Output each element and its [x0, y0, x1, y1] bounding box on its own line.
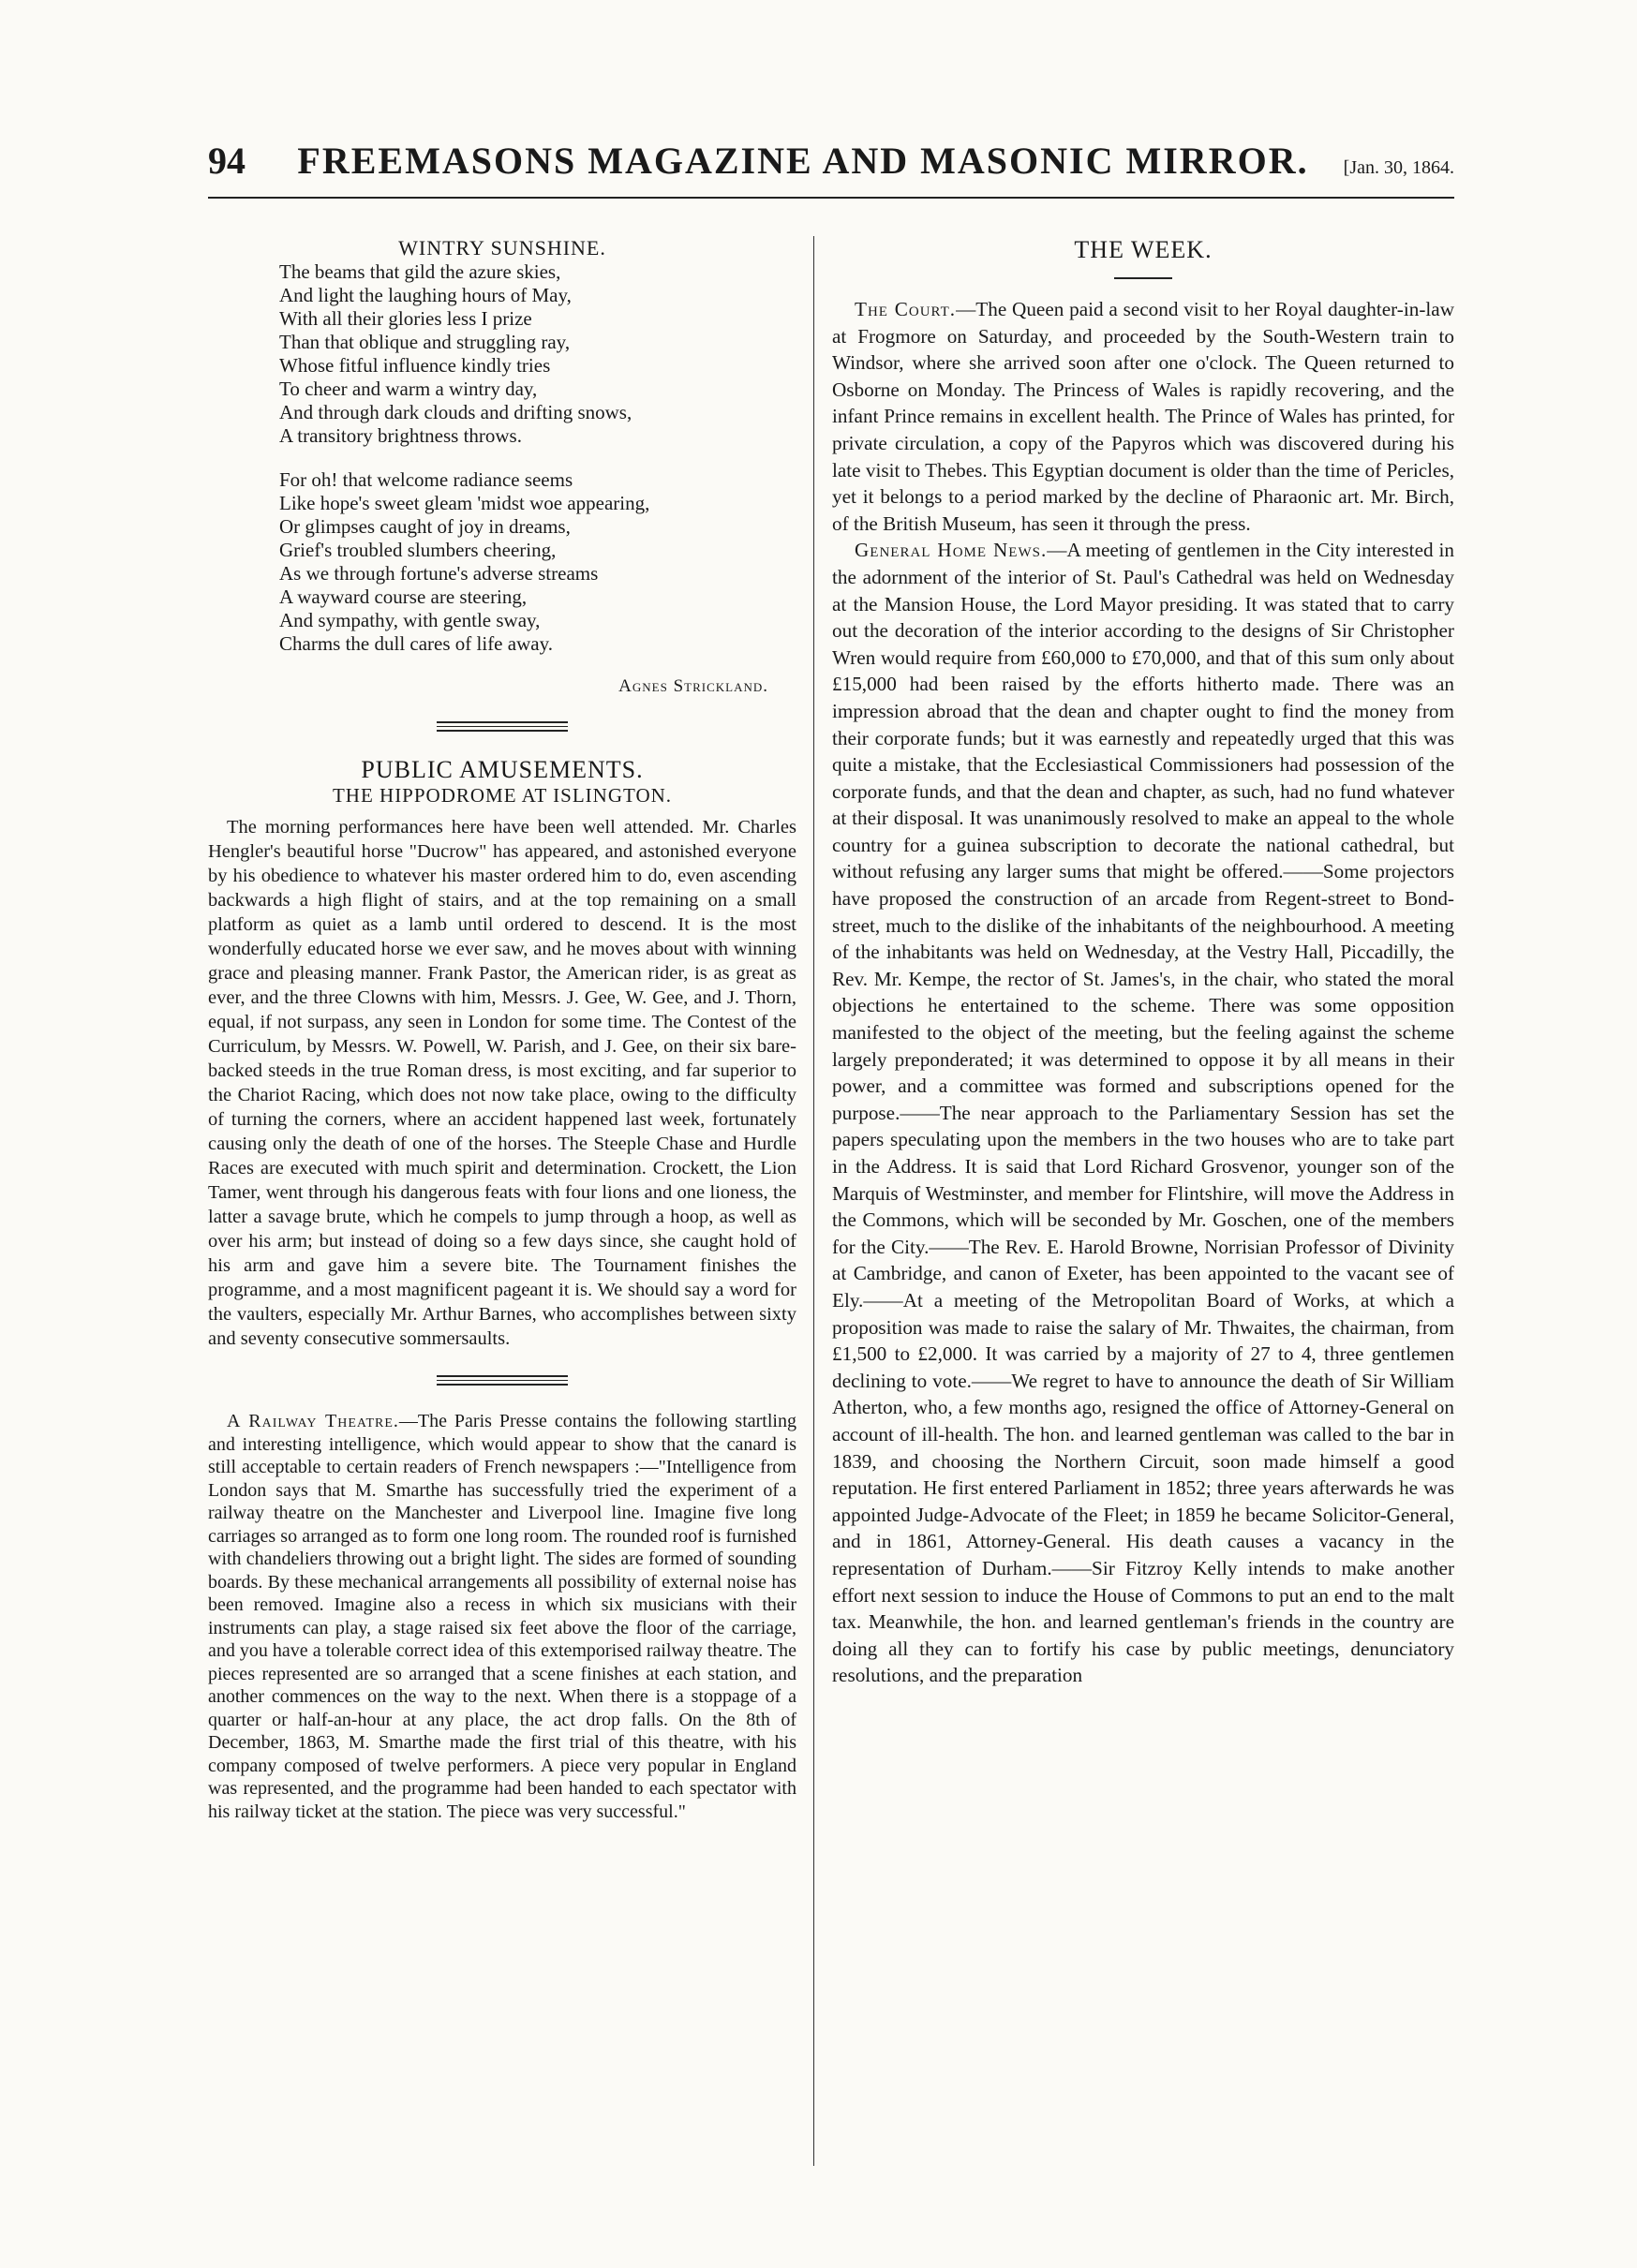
poem [279, 260, 796, 656]
poem-author: Agnes Strickland. [618, 676, 768, 696]
home-news-lead: General Home News. [855, 539, 1048, 562]
poem-stanza [279, 468, 796, 656]
poem-line: And through dark clouds and drifting snows, [279, 401, 632, 423]
poem-line: For oh! that welcome radiance seems [279, 468, 573, 491]
section-ornament [437, 1375, 568, 1386]
section-ornament [437, 721, 568, 732]
court-body: —The Queen paid a second visit to her Royal daughter-in-law at Frogmore on Saturday, and proceeded by the South-Western train to Windsor, where she arrived soon after one o'clock. The Queen returned to Osborne on Monday. The Princess of Wales is rapidly recovering, and the infant Prince remains in excellent health. The Prince of Wales has printed, for private circulation, a copy of the Papyros which was discovered during his late visit to Thebes. This Egyptian document is older than the time of Pericles, yet it belongs to a period marked by the decline of Pharaonic art. Mr. Birch, of the British Museum, has seen it through the press. [832, 298, 1454, 535]
amusements-title: PUBLIC AMUSEMENTS. [361, 756, 644, 783]
masthead-title: FREEMASONS MAGAZINE AND MASONIC MIRROR. [297, 140, 1309, 182]
poem-line: And sympathy, with gentle sway, [279, 609, 541, 631]
right-column [832, 236, 1454, 1689]
page-header [208, 139, 1454, 189]
poem-line: And light the laughing hours of May, [279, 284, 572, 306]
poem-line: As we through fortune's adverse streams [279, 562, 599, 585]
poem-line: Charms the dull cares of life away. [279, 632, 553, 655]
header-rule [208, 197, 1454, 199]
left-column [208, 236, 796, 1823]
poem-line: A transitory brightness throws. [279, 424, 522, 447]
court-paragraph [832, 296, 1454, 537]
railway-lead: A Railway Theatre. [227, 1411, 399, 1431]
column-divider [813, 236, 814, 2166]
amusements-body: The morning performances here have been well attended. Mr. Charles Hengler's beautiful horse "Ducrow" has appeared, and astonished everyone by his obedience to whatever his master ordered him to do, even ascending backwards a high flight of stairs, and at the top remaining on a small platform as quiet as a lamb until ordered to descend. It is the most wonderfully educated horse we ever saw, and he moves about with winning grace and pleasing manner. Frank Pastor, the American rider, is as great as ever, and the three Clowns with him, Messrs. J. Gee, W. Gee, and J. Thorn, equal, if not surpass, any seen in London for some time. The Contest of the Curriculum, by Messrs. W. Powell, W. Parish, and J. Gee, on their six bare-backed steeds in the true Roman dress, is most exciting, and far superior to the Chariot Racing, which does not now take place, owing to the difficulty of turning the corners, where an accident happened last week, fortunately causing only the death of one of the horses. The Steeple Chase and Hurdle Races are executed with much spirit and determination. Crockett, the Lion Tamer, went through his dangerous feats with four lions and one lioness, the latter a savage brute, which he compels to jump through a hoop, as well as over his arm; but instead of doing so a few days since, she caught hold of his arm and gave him a severe bite. The Tournament finishes the programme, and a most magnificent pageant it is. We should say a word for the vaulters, especially Mr. Arthur Barnes, who accomplishes between sixty and seventy consecutive sommersaults. [208, 817, 796, 1349]
home-news-paragraph [832, 537, 1454, 1689]
poem-line: Whose fitful influence kindly tries [279, 354, 551, 377]
poem-line: A wayward course are steering, [279, 586, 528, 608]
poem-line: Grief's troubled slumbers cheering, [279, 539, 557, 561]
poem-line: With all their glories less I prize [279, 307, 532, 330]
poem-stanza [279, 260, 796, 448]
poem-line: Than that oblique and struggling ray, [279, 331, 571, 353]
amusements-subtitle: THE HIPPODROME AT ISLINGTON. [332, 784, 673, 807]
week-rule [1114, 277, 1172, 279]
week-title: THE WEEK. [1074, 236, 1213, 263]
page-number: 94 [208, 140, 246, 182]
poem-line: Or glimpses caught of joy in dreams, [279, 515, 571, 538]
poem-title: WINTRY SUNSHINE. [398, 236, 606, 259]
railway-body: —The Paris Presse contains the following startling and interesting intelligence, which would appear to show that the canard is still acceptable to certain readers of French newspapers :—"Intelligence from London says that M. Smarthe has successfully tried the experiment of a railway theatre on the Manchester and Liverpool line. Imagine five long carriages so arranged as to form one long room. The rounded roof is furnished with chandeliers throwing out a bright light. The sides are formed of sounding boards. By these mechanical arrangements all possibility of external noise has been removed. Imagine also a recess in which six musicians with their instruments can play, a stage raised six feet above the floor of the carriage, and you have a tolerable correct idea of this extemporised railway theatre. The pieces represented are so arranged that a scene finishes at each station, and another commences on the way to the next. When there is a stoppage of a quarter or half-an-hour at any place, the act drop falls. On the 8th of December, 1863, M. Smarthe made the first trial of this theatre, with his company composed of twelve performers. A piece very popular in England was represented, and the programme had been handed to each spectator with his railway ticket at the station. The piece was very successful." [208, 1411, 796, 1822]
court-lead: The Court. [855, 298, 957, 320]
railway-paragraph [208, 1410, 796, 1823]
poem-line: To cheer and warm a wintry day, [279, 378, 538, 400]
poem-line: The beams that gild the azure skies, [279, 260, 561, 283]
poem-line: Like hope's sweet gleam 'midst woe appearing, [279, 492, 650, 514]
issue-date: [Jan. 30, 1864. [1343, 157, 1454, 178]
home-news-body: —A meeting of gentlemen in the City interested in the adornment of the interior of St. Paul's Cathedral was held on Wednesday at the Mansion House, the Lord Mayor presiding. It was stated that to carry out the decoration of the interior according to the designs of Sir Christopher Wren would require from £60,000 to £70,000, and that of this sum only about £15,000 had been raised by the efforts hitherto made. There was an impression abroad that the dean and chapter ought to find the money from their corporate funds; but it was earnestly and repeatedly urged that this was quite a mistake, that the Ecclesiastical Commissioners had possession of the corporate funds, and that the dean and chapter, as such, had no fund whatever at their disposal. It was unanimously resolved to make an appeal to the whole country for a guinea subscription to decorate the national cathedral, but without refusing any larger sums that might be offered.——Some projectors have proposed the construction of an arcade from Regent-street to Bond-street, much to the dislike of the inhabitants of the neighbourhood. A meeting of the inhabitants was held on Wednesday, at the Vestry Hall, Piccadilly, the Rev. Mr. Kempe, the rector of St. James's, in the chair, who stated the moral objections he entertained to the scheme. There was some opposition manifested to the object of the meeting, but the feeling against the scheme largely preponderated; it was determined to oppose it by all means in their power, and a committee was formed and subscriptions opened for the purpose.——The near approach to the Parliamentary Session has set the papers speculating upon the members in the two houses who are to take part in the Address. It is said that Lord Richard Grosvenor, younger son of the Marquis of Westminster, and member for Flintshire, will move the Address in the Commons, which will be seconded by Mr. Goschen, one of the members for the City.——The Rev. E. Harold Browne, Norrisian Professor of Divinity at Cambridge, and canon of Exeter, has been appointed to the vacant see of Ely.——At a meeting of the Metropolitan Board of Works, at which a proposition was made to raise the salary of Mr. Thwaites, the chairman, from £1,500 to £2,000. It was carried by a majority of 27 to 4, three gentlemen declining to vote.——We regret to have to announce the death of Sir William Atherton, who, a few months ago, resigned the office of Attorney-General on account of ill-health. The hon. and learned gentleman was called to the bar in 1839, and choosing the Northern Circuit, soon made himself a good reputation. He first entered Parliament in 1852; three years afterwards he was appointed Judge-Advocate of the Fleet; in 1859 he became Solicitor-General, and in 1861, Attorney-General. His death causes a vacancy in the representation of Durham.——Sir Fitzroy Kelly intends to make another effort next session to induce the House of Commons to put an end to the malt tax. Meanwhile, the hon. and learned gentleman's friends in the country are doing all they can to fortify his case by public meetings, denunciatory resolutions, and the preparation [832, 539, 1454, 1687]
